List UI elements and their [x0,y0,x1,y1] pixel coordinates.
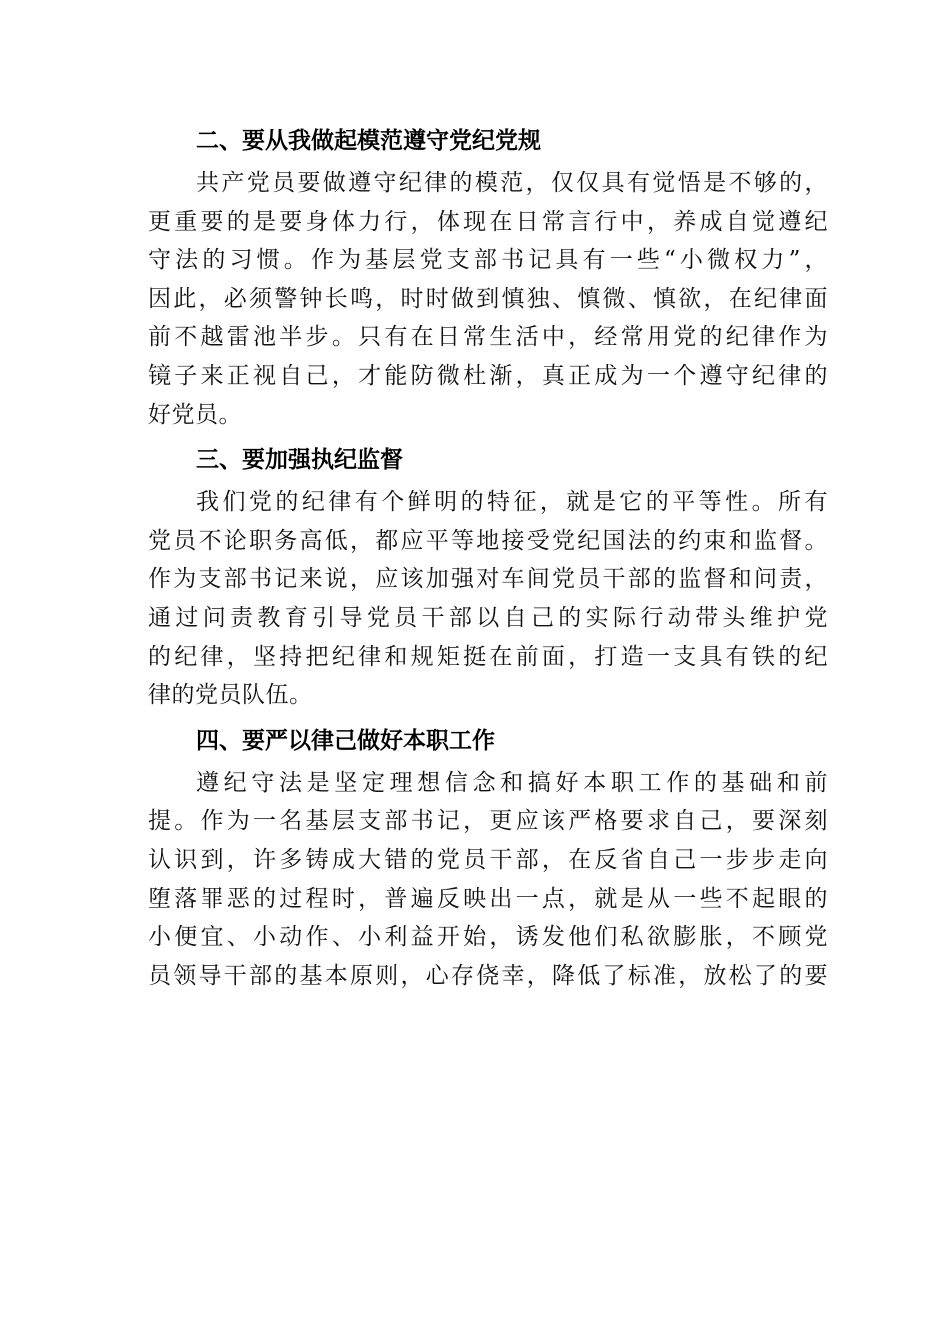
paragraph-line: 提。作为一名基层支部书记，更应该严格要求自己，要深刻 [148,808,828,835]
paragraph-line: 我们党的纪律有个鲜明的特征，就是它的平等性。所有 [196,489,828,516]
section-heading: 二、要从我做起模范遵守党纪党规 [196,128,541,154]
paragraph-line: 镜子来正视自己，才能防微杜渐，真正成为一个遵守纪律的 [148,362,828,389]
paragraph-line: 遵纪守法是坚定理想信念和搞好本职工作的基础和前 [196,769,828,796]
section-paragraph [148,764,828,996]
section-paragraph [148,483,828,715]
paragraph-line: 守法的习惯。作为基层党支部书记具有一些“小微权力”， [148,247,828,274]
paragraph-line: 律的党员队伍。 [148,682,313,709]
paragraph-line: 共产党员要做遵守纪律的模范，仅仅具有觉悟是不够的， [196,170,828,196]
section-paragraph [148,164,828,434]
paragraph-line: 党员不论职务高低，都应平等地接受党纪国法的约束和监督。 [148,527,828,554]
paragraph-line: 更重要的是要身体力行，体现在日常言行中，养成自觉遵纪 [148,208,828,235]
paragraph-line: 前不越雷池半步。只有在日常生活中，经常用党的纪律作为 [148,324,828,351]
paragraph-line: 堕落罪恶的过程时，普遍反映出一点，就是从一些不起眼的 [148,885,828,912]
paragraph-line: 因此，必须警钟长鸣，时时做到慎独、慎微、慎欲，在纪律面 [148,285,828,312]
paragraph-line: 小便宜、小动作、小利益开始，诱发他们私欲膨胀，不顾党 [148,924,828,951]
paragraph-line: 认识到，许多铸成大错的党员干部，在反省自己一步步走向 [148,846,828,873]
paragraph-line: 好党员。 [148,401,242,428]
section-heading: 三、要加强执纪监督 [196,447,403,474]
paragraph-line: 作为支部书记来说，应该加强对车间党员干部的监督和问责， [148,566,828,593]
section-heading: 四、要严以律己做好本职工作 [196,727,495,754]
document-page [148,118,828,998]
paragraph-line: 员领导干部的基本原则，心存侥幸，降低了标准，放松了的要 [148,962,828,989]
paragraph-line: 的纪律，坚持把纪律和规矩挺在前面，打造一支具有铁的纪 [148,643,828,670]
paragraph-line: 通过问责教育引导党员干部以自己的实际行动带头维护党 [148,604,828,631]
